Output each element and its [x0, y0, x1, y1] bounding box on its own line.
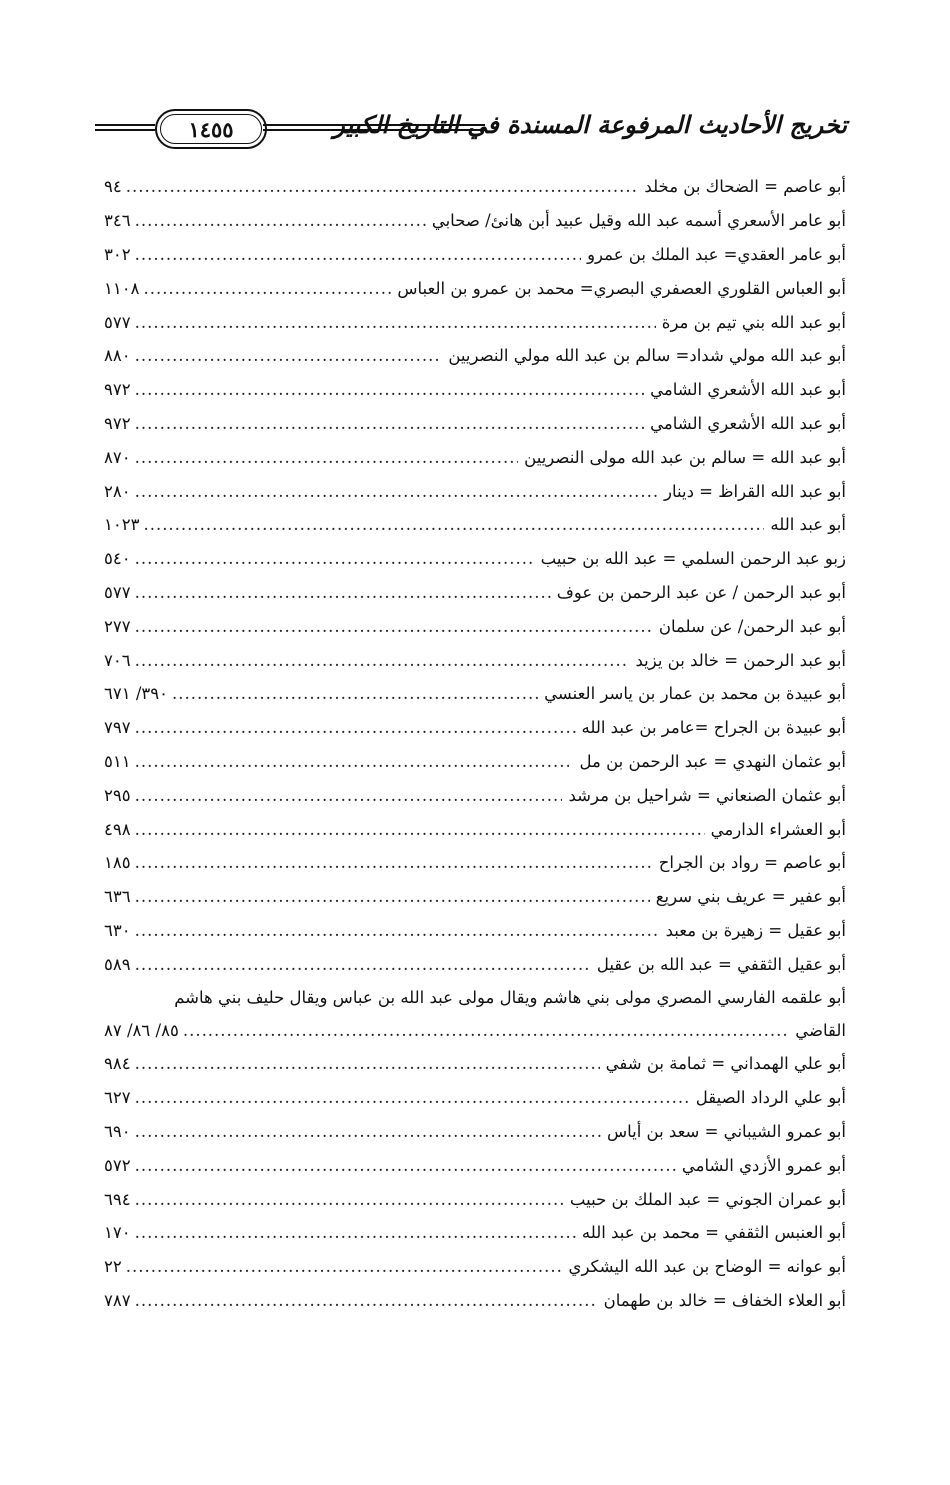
entry-name: أبو العشراء الدارمي	[710, 819, 846, 839]
index-entry	[104, 204, 846, 238]
entry-page-number: ١٨٥	[104, 853, 131, 873]
index-entry	[104, 778, 846, 812]
entry-page-number: ٩٧٢	[104, 413, 131, 433]
dot-leader	[135, 820, 705, 839]
index-entry	[104, 1081, 846, 1115]
entry-name: أبو عبد الله = سالم بن عبد الله مولى النصريين	[524, 447, 846, 467]
index-entry	[104, 1216, 846, 1250]
dot-leader	[135, 245, 581, 264]
entry-name: أبو العلاء الخفاف = خالد بن طهمان	[603, 1290, 846, 1310]
entry-page-number: ٦٩٤	[104, 1189, 131, 1209]
dot-leader	[135, 921, 660, 940]
dot-leader	[143, 279, 391, 298]
entry-name: أبو عبد الرحمن/ عن سلمان	[658, 616, 846, 636]
entry-page-number: ١٧٠	[104, 1223, 131, 1243]
dot-leader	[135, 1054, 600, 1073]
entry-name: أبو عامر الأسعري أسمه عبد الله وقيل عبيد أبن هانئ/ صحابي	[431, 211, 846, 231]
entry-page-number: ٦٣٦	[104, 887, 131, 907]
dot-leader	[126, 1257, 563, 1276]
entry-page-number: ٥٧٧	[104, 582, 131, 602]
dot-leader	[135, 887, 650, 906]
entry-page-number: ٩٧٢	[104, 380, 131, 400]
dot-leader	[135, 1088, 690, 1107]
entry-page-number: ٥٧٧	[104, 312, 131, 332]
index-entry	[104, 576, 846, 610]
entry-name: أبو عبد الله بني تيم بن مرة	[661, 312, 846, 332]
index-entry	[104, 542, 846, 576]
index-entry	[104, 1250, 846, 1284]
dot-leader	[135, 313, 656, 332]
header-rule-left	[95, 124, 155, 131]
entry-name: القاضي	[795, 1020, 846, 1040]
entry-page-number: ٢٢	[104, 1257, 122, 1277]
index-entry	[104, 880, 846, 914]
entry-page-number: ٧٠٦	[104, 650, 131, 670]
dot-leader	[135, 583, 551, 602]
dot-leader	[135, 1122, 601, 1141]
index-entry	[104, 440, 846, 474]
index-entry	[104, 846, 846, 880]
dot-leader	[135, 414, 645, 433]
index-entry	[104, 1013, 846, 1047]
entry-page-number: ٥٨٩	[104, 954, 131, 974]
entry-page-number: ٢٨٠	[104, 481, 131, 501]
page-number-frame	[155, 109, 267, 149]
entry-page-number: ٦٢٧	[104, 1088, 131, 1108]
dot-leader	[135, 752, 574, 771]
dot-leader	[135, 955, 591, 974]
dot-leader	[172, 684, 538, 703]
entry-page-number: ٩٤	[104, 177, 122, 197]
index-entry	[104, 1148, 846, 1182]
entry-name: أبو عاصم = الضحاك بن مخلد	[644, 177, 846, 197]
index-entry	[104, 677, 846, 711]
entry-name: أبو عثمان النهدي = عبد الرحمن بن مل	[579, 751, 846, 771]
entry-page-number: ٤٩٨	[104, 819, 131, 839]
entry-name: أبو علقمه الفارسي المصري مولى بني هاشم ويقال مولى عبد الله بن عباس ويقال حليف بني هاشم	[174, 987, 846, 1007]
entry-page-number: ٣٩٠/ ٦٧١	[104, 684, 168, 704]
index-entry	[104, 508, 846, 542]
entry-page-number: ٦٣٠	[104, 920, 131, 940]
index-entry	[104, 170, 846, 204]
dot-leader	[135, 1223, 576, 1242]
entry-page-number: ٣٤٦	[104, 211, 131, 231]
dot-leader	[135, 346, 443, 365]
page-header	[95, 108, 847, 152]
dot-leader	[143, 515, 764, 534]
entry-name: أبو عبيدة بن الجراح =عامر بن عبد الله	[581, 718, 846, 738]
entry-page-number: ٧٨٧	[104, 1290, 131, 1310]
entry-page-number: ٣٠٢	[104, 244, 131, 264]
entry-page-number: ٩٨٤	[104, 1054, 131, 1074]
index-entry	[104, 812, 846, 846]
index-entry	[104, 643, 846, 677]
index-entry	[104, 407, 846, 441]
entry-name: أبو عبد الله القراظ = دينار	[664, 481, 846, 501]
entry-page-number: ٦٩٠	[104, 1121, 131, 1141]
entry-name: أبو عمرو الشيباني = سعد بن أياس	[606, 1121, 846, 1141]
index-entry	[104, 373, 846, 407]
entry-name: أبو عاصم = رواد بن الجراح	[658, 853, 846, 873]
index-entry	[104, 981, 846, 1013]
entry-name: أبو عوانه = الوضاح بن عبد الله اليشكري	[568, 1257, 846, 1277]
index-entry	[104, 1115, 846, 1149]
entry-page-number: ٧٩٧	[104, 718, 131, 738]
entry-page-number: ٥٧٢	[104, 1155, 131, 1175]
entry-name: أبو عمران الجوني = عبد الملك بن حبيب	[569, 1189, 846, 1209]
entry-name: أبو عفير = عريف بني سريع	[655, 887, 846, 907]
entry-name: أبو عبد الله	[770, 515, 846, 535]
index-entry	[104, 339, 846, 373]
dot-leader	[135, 1291, 598, 1310]
dot-leader	[135, 211, 426, 230]
index-entry	[104, 271, 846, 305]
entry-page-number: ٨٥/ ٨٦/ ٨٧	[104, 1020, 179, 1040]
index-entry	[104, 474, 846, 508]
entry-name: أبو عبد الله مولي شداد= سالم بن عبد الله مولي النصريين	[448, 346, 846, 366]
entry-name: أبو عثمان الصنعاني = شراحيل بن مرشد	[568, 785, 846, 805]
entry-name: أبو العباس القلوري العصفري البصري= محمد بن عمرو بن العباس	[397, 278, 846, 298]
index-entry	[104, 1047, 846, 1081]
entry-name: أبو علي الهمداني = ثمامة بن شفي	[605, 1054, 846, 1074]
index-entry	[104, 305, 846, 339]
dot-leader	[135, 786, 563, 805]
entry-name: أبو عبيدة بن محمد بن عمار بن ياسر العنسي	[544, 684, 846, 704]
dot-leader	[135, 853, 653, 872]
entry-name: أبو عقيل = زهيرة بن معبد	[665, 920, 846, 940]
index-entry	[104, 947, 846, 981]
index-entry	[104, 1284, 846, 1318]
entry-page-number: ٨٨٠	[104, 346, 131, 366]
entry-page-number: ٥١١	[104, 751, 131, 771]
entry-page-number: ١٠٢٣	[104, 515, 140, 535]
entry-name: أبو عقيل الثقفي = عبد الله بن عقيل	[596, 954, 846, 974]
index-entry	[104, 711, 846, 745]
dot-leader	[126, 177, 639, 196]
book-title: تخريج الأحاديث المرفوعة المسندة في التاريخ الكبير	[333, 110, 847, 139]
index-entry	[104, 238, 846, 272]
dot-leader	[135, 380, 645, 399]
entry-name: أبو عامر العقدي= عبد الملك بن عمرو	[587, 244, 846, 264]
dot-leader	[135, 448, 519, 467]
entry-page-number: ٢٩٥	[104, 785, 131, 805]
entry-page-number: ٢٧٧	[104, 616, 131, 636]
dot-leader	[135, 1156, 676, 1175]
index-entry	[104, 914, 846, 948]
entry-name: زبو عبد الرحمن السلمي = عبد الله بن حبيب	[540, 549, 846, 569]
entry-name: أبو عبد الرحمن / عن عبد الرحمن بن عوف	[556, 582, 846, 602]
entry-name: أبو عبد الرحمن = خالد بن يزيد	[635, 650, 846, 670]
index-entry	[104, 1182, 846, 1216]
entry-page-number: ١١٠٨	[104, 278, 140, 298]
entry-name: أبو عمرو الأزدي الشامي	[681, 1155, 846, 1175]
entry-name: أبو عبد الله الأشعري الشامي	[650, 413, 846, 433]
entry-page-number: ٨٧٠	[104, 447, 131, 467]
index-entry	[104, 609, 846, 643]
dot-leader	[135, 549, 535, 568]
dot-leader	[135, 718, 576, 737]
dot-leader	[135, 1190, 564, 1209]
dot-leader	[135, 482, 658, 501]
page-number: ١٤٥٥	[160, 114, 262, 144]
entry-page-number: ٥٤٠	[104, 549, 131, 569]
index-entry	[104, 745, 846, 779]
index-entry-list	[104, 170, 846, 1317]
entry-name: أبو علي الرداد الصيقل	[695, 1088, 846, 1108]
dot-leader	[135, 617, 653, 636]
entry-name: أبو العنبس الثقفي = محمد بن عبد الله	[581, 1223, 846, 1243]
entry-name: أبو عبد الله الأشعري الشامي	[650, 380, 846, 400]
dot-leader	[135, 651, 630, 670]
dot-leader	[183, 1021, 789, 1040]
